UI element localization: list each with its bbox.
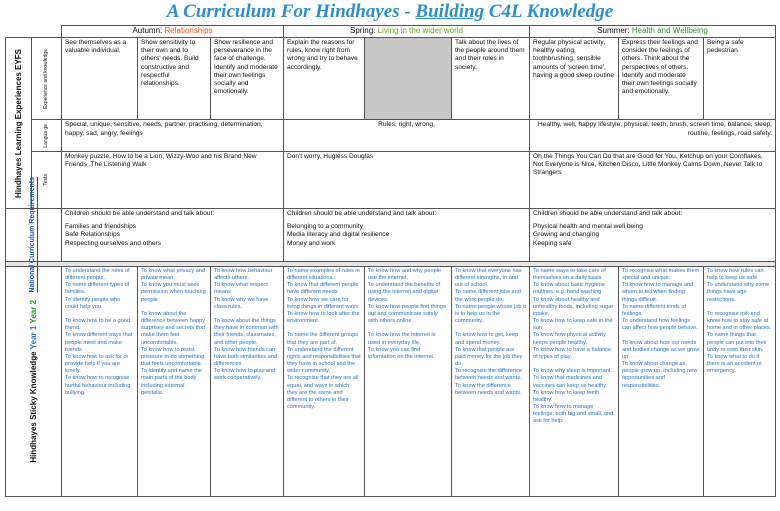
- eyfs-label-cell: [6, 38, 32, 209]
- title-underlined: Building: [415, 1, 485, 22]
- experience-cell: Being a safe pedestrian: [704, 38, 776, 120]
- national-item: Belonging to a community: [287, 223, 363, 231]
- title-text-end: C4L Knowledge: [484, 1, 614, 22]
- knowledge-cell: To know what privacy and private mean. To know you must seek permission when touching people To know about the difference between happy surprises and secrets that make them feel uncomfortable. To know how to resist pressure to do something that feels uncomfortable. To identify and name the main parts of the body including external genitalia.: [138, 267, 211, 497]
- sticky-label: Hindhayes Sticky Knowledge Year 1 Year 2: [28, 300, 38, 463]
- language-summer: Healthy, well, happy lifestyle, physical, teeth, brush, screen time, balance, sleep, routine, feelings, road safety.: [530, 120, 776, 151]
- experiences-label-cell: [32, 38, 62, 120]
- national-intro: Children should be able understand and talk about:: [65, 210, 215, 217]
- season-header-row: [6, 26, 776, 38]
- eyfs-language-row: [6, 120, 776, 151]
- national-item: Media literacy and digital resilience: [287, 231, 390, 239]
- national-label: National Curriculum Requirements: [29, 177, 37, 293]
- summer-topic: Health and Wellbeing: [631, 26, 708, 35]
- title-text: A Curriculum For Hindhayes -: [166, 1, 416, 22]
- national-item: Families and friendships: [65, 223, 137, 231]
- knowledge-cell: To understand the roles of different people. To name different types of families. To identify people who could help you To know how to be a good friend. To know different ways that people meet and make friends To know how to ask for or provide help if you are lonely. To know how to recognise hurtful behaviour including bullying.: [62, 267, 138, 497]
- spring-topic: Living in the wider world: [377, 26, 463, 35]
- national-autumn: [62, 209, 284, 262]
- experience-cell: Express their feelings and consider the feelings of others. Think about the perspectives of others. Identify and moderate their own feelings socially and emotionally.: [619, 38, 704, 120]
- national-spring: [284, 209, 530, 262]
- curriculum-table: [5, 25, 776, 497]
- summer-header: Summer: Health and Wellbeing: [530, 26, 776, 38]
- national-item: Respecting ourselves and others: [65, 239, 162, 247]
- knowledge-cell: To know how behaviour affects others. To know what respect means To know why we have class rules. To know about the things they have in common with their friends, classmates, and other people. To know how friends can have both similarities and differences. To know how to play and work cooperatively.: [211, 267, 284, 497]
- knowledge-cell: To name ways to take care of themselves on a daily basis To know about basic hygiene routines, e.g. hand washing To know about healthy and unhealthy foods, including sugar intake. To know how to keep safe in the sun To know how physical activity keeps people healthy. To know how to have a balance of types of play. To know why sleep is important. To know that medicines and vaccines can keep us healthy. To know how to keep teeth healthy. To know how to manage feelings, both big and small, and ask for help.: [530, 267, 619, 497]
- experience-cell: Show resilience and perseverance in the face of challenge. Identify and moderate their own feelings socially and emotionally.: [211, 38, 284, 120]
- national-item: Safe Relationships: [65, 231, 120, 239]
- experience-cell: Regular physical activity, healthy eating, toothbrushing, sensible amounts of 'screen time', having a good sleep routine: [530, 38, 619, 120]
- national-item: Growing and changing: [533, 231, 599, 239]
- national-item: Keeping safe: [533, 239, 572, 247]
- experiences-label: Experience and knowledge: [43, 48, 50, 109]
- national-curriculum-row: [6, 209, 776, 262]
- experience-cell: Explain the reasons for rules, know right from wrong and try to behave accordingly.: [284, 38, 365, 120]
- knowledge-cell: To name examples of rules in different situations. To know that different people have different needs To know how we care for living things in different ways To know how to look after the environment. To name the different groups that they are part of. To understand the different rights and responsibilities that they have in school and the wider community. To recognise that they are all equal, and ways in which they are the same and different to others in their community.: [284, 267, 365, 497]
- sticky-label-cell: [6, 267, 62, 497]
- national-summer: [530, 209, 776, 262]
- autumn-header: Autumn: Relationships: [62, 26, 284, 38]
- language-autumn: Special, unique, sensitive, needs, partner, practising, determination, happy, sad, angry, feelings: [62, 120, 284, 151]
- national-item: Money and work: [287, 239, 336, 247]
- language-spring: Rules, right, wrong,: [284, 120, 530, 151]
- eyfs-experiences-row: [6, 38, 776, 120]
- experience-cell-empty: [365, 38, 452, 120]
- year2-label: Year 2: [28, 300, 38, 326]
- experience-cell: Talk about the lives of the people around them and their roles in society.: [452, 38, 530, 120]
- sticky-knowledge-row: [6, 267, 776, 497]
- texts-spring: Don't worry, Hugless Douglas: [284, 151, 530, 208]
- year1-label: Year 1: [28, 325, 38, 350]
- national-intro: Children should be able understand and talk about:: [287, 210, 437, 217]
- knowledge-cell: To know how rules can help to keep us safe To understand why some things have age restrictions. To recognise risk and know how to stay safe at home and in other places. To name things that people can put into their body or onto their skin. To know what to do if there is an accident or emergency.: [704, 267, 776, 497]
- texts-summer: Oh the Things You Can Do that are Good for You, Ketchup on your Cornflakes, Not Everyone is Nice, Kitchen Disco, Little Monkey Calms Down, Never Talk to Strangers: [530, 151, 776, 208]
- eyfs-label: Hindhayes Learning Experiences EYFS: [13, 48, 23, 198]
- autumn-topic: Relationships: [164, 26, 213, 35]
- page-title: [0, 0, 780, 24]
- spring-header: Spring: Living in the wider world: [284, 26, 530, 38]
- national-item: Physical health and mental well being: [533, 223, 643, 231]
- knowledge-cell: To recognise what makes them special and unique. To know how to manage and whom to tell when finding things difficult. To name different kinds of feelings. To understand how feelings can affect how people behave. To know about how our needs and bodies change as we grow up To know about change as people grow up, including new opportunities and responsibilities.: [619, 267, 704, 497]
- language-label-cell: [32, 120, 62, 151]
- texts-label: Texts: [43, 173, 50, 186]
- texts-autumn: Monkey puzzle, How to be a Lion, Wizzy-Woo and his Brand New Friends ,The Listening Walk: [62, 151, 284, 208]
- experience-cell: Show sensitivity to their own and to others' needs. Build constructive and respectful relationships.: [138, 38, 211, 120]
- eyfs-texts-row: [6, 151, 776, 208]
- national-intro: Children should be able understand and talk about:: [533, 210, 683, 217]
- knowledge-cell: To know how and why people use the internet. To understand the benefits of using the internet and digital devices. To know how people find things out and communicate safely with others online. To know how the internet is used in everyday life. To know you can find information on the internet.: [365, 267, 452, 497]
- knowledge-cell: To know that everyone has different strengths, in and out of school. To name different jobs and the work people do. To name people whose job it is to help us in the community. To know how to get, keep and spend money. To know that people are paid money for the job they do. To recognise the difference between needs and wants. To know the difference between needs and wants.: [452, 267, 530, 497]
- language-label: Langua ge: [43, 123, 50, 148]
- experience-cell: See themselves as a valuable individual.: [62, 38, 138, 120]
